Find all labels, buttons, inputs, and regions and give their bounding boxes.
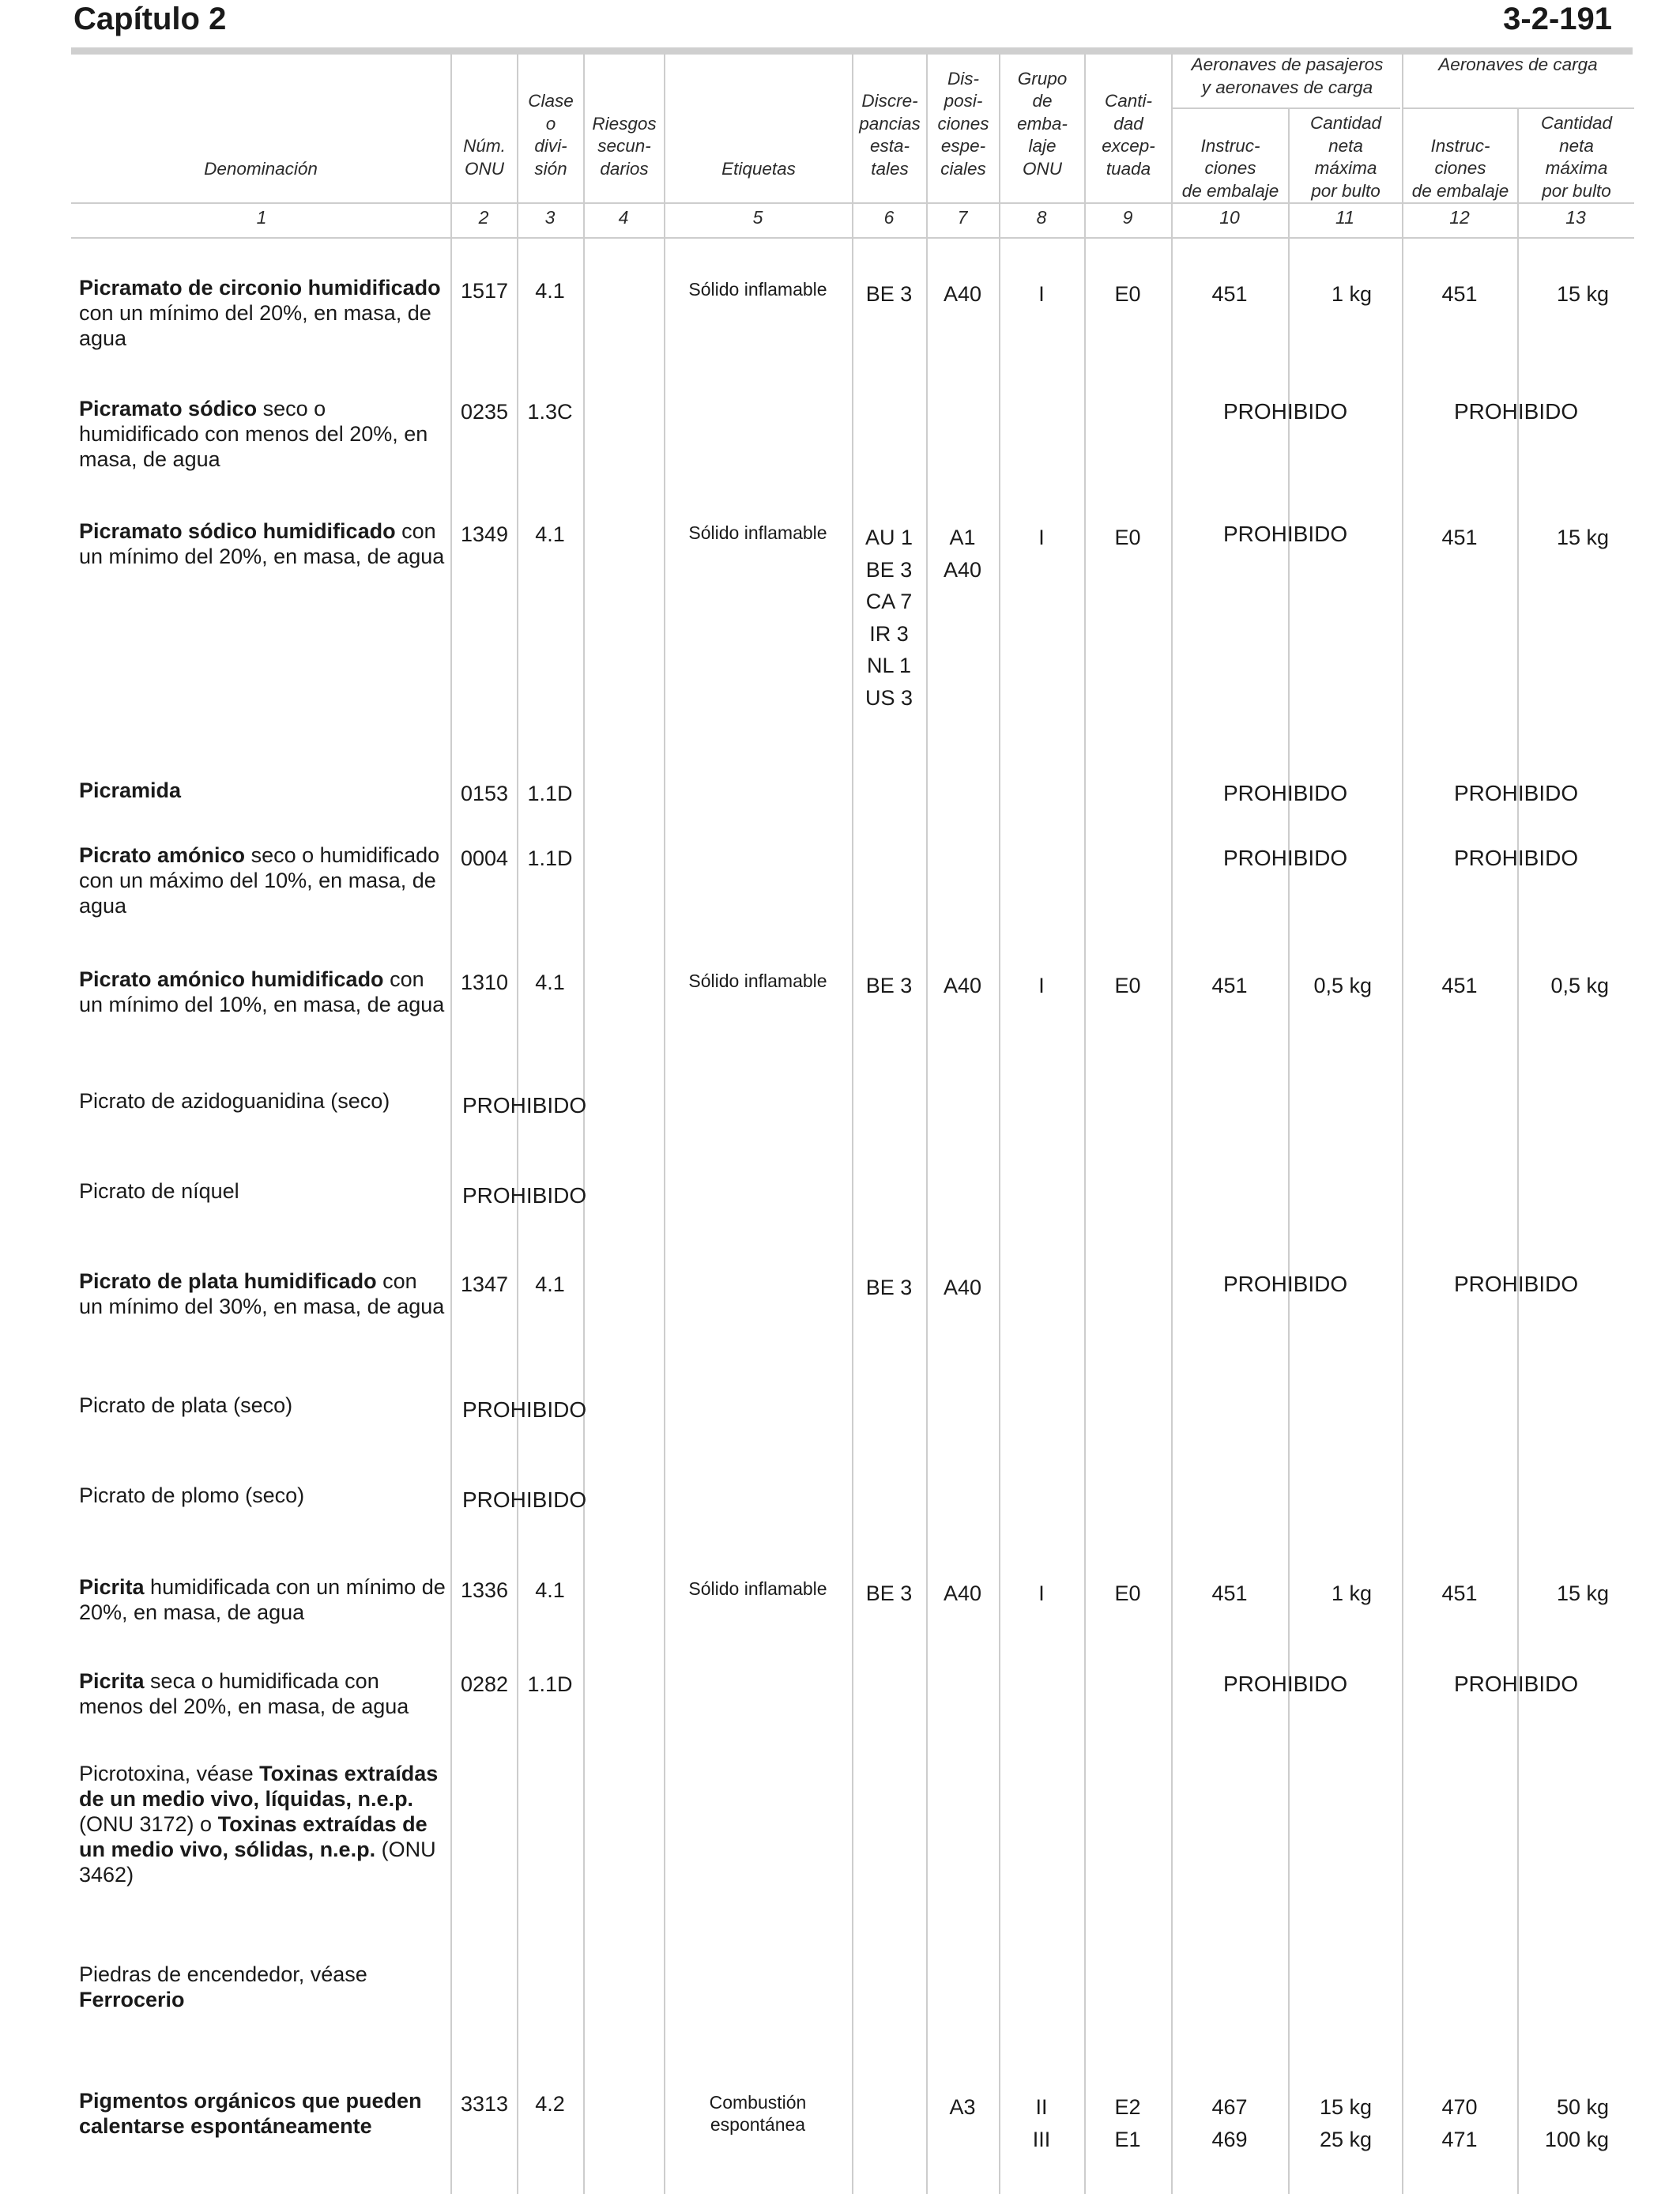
col-header-cantidad-exceptuada: Canti- dad excep- tuada — [1102, 91, 1155, 179]
col-header-pax-cantidad: Cantidad neta máxima por bulto — [1309, 113, 1382, 201]
cell-pax-qty: 1 kg — [1331, 1581, 1372, 1605]
col-header-clase: Clase o divi- sión — [528, 91, 574, 179]
col-header-cargo-instrucciones: Instruc- ciones de embalaje — [1411, 135, 1509, 201]
cell-grupo: II III — [1032, 2095, 1051, 2151]
cell-exceptuada: E0 — [1114, 526, 1141, 549]
column-number: 5 — [752, 207, 763, 228]
row-denominacion: Picrotoxina, véase Toxinas extraídas de un medio vivo, líquidas, n.e.p. (ONU 3172) o Toxinas extraídas de un medio vivo, sólidas, n.e.p. (ONU 3462) — [79, 1762, 439, 1887]
cell-etiquetas: Sólido inflamable — [688, 971, 827, 991]
col-header-etiquetas: Etiquetas — [721, 158, 796, 179]
cell-cargo-qty: 0,5 kg — [1550, 974, 1609, 997]
column-divider — [1084, 54, 1086, 2194]
row-denominacion: Picramida — [79, 778, 182, 802]
row-divider — [1171, 107, 1400, 109]
prohibido-text: PROHIBIDO — [1454, 846, 1579, 870]
prohibido-text: PROHIBIDO — [1223, 399, 1348, 424]
prohibido-text: PROHIBIDO — [1223, 1672, 1348, 1696]
column-divider — [999, 54, 1000, 2194]
cell-disposiciones: A40 — [943, 282, 982, 306]
row-denominacion: Picramato sódico seco o humidificado con menos del 20%, en masa, de agua — [79, 397, 428, 471]
prohibido-text: PROHIBIDO — [1223, 781, 1348, 805]
cell-disposiciones: A1 A40 — [943, 526, 982, 582]
cell-clase: 4.1 — [535, 971, 565, 994]
col-header-disposiciones: Dis- posi- ciones espe- ciales — [937, 68, 989, 179]
cell-disposiciones: A40 — [943, 974, 982, 997]
prohibido-text: PROHIBIDO — [1454, 1672, 1579, 1696]
cell-onu: 3313 — [460, 2092, 509, 2116]
cell-discrepancias: BE 3 — [865, 1276, 913, 1299]
cell-exceptuada: E2 E1 — [1114, 2095, 1141, 2151]
cell-exceptuada: E0 — [1114, 1581, 1141, 1605]
column-divider — [926, 54, 928, 2194]
cell-discrepancias: AU 1 BE 3 CA 7 IR 3 NL 1 US 3 — [864, 526, 913, 710]
cell-discrepancias: BE 3 — [865, 1581, 913, 1605]
row-denominacion: Picrato de níquel — [79, 1179, 239, 1203]
cell-pax-instr: 467 469 — [1211, 2095, 1248, 2151]
cell-cargo-instr: 470 471 — [1441, 2095, 1478, 2151]
cell-cargo-qty: 50 kg 100 kg — [1544, 2095, 1609, 2151]
cell-grupo: I — [1038, 282, 1045, 306]
prohibido-text: PROHIBIDO — [462, 1093, 587, 1118]
col-group-carga: Aeronaves de carga — [1438, 55, 1598, 74]
row-denominacion: Picramato de circonio humidificado con un mínimo del 20%, en masa, de agua — [79, 276, 441, 350]
col-header-denominacion: Denominación — [204, 158, 318, 179]
row-denominacion: Picrato de plomo (seco) — [79, 1483, 305, 1507]
cell-cargo-qty: 15 kg — [1556, 1581, 1609, 1605]
prohibido-text: PROHIBIDO — [1223, 522, 1348, 546]
column-number: 11 — [1335, 207, 1354, 228]
row-divider — [71, 237, 1634, 239]
cell-discrepancias: BE 3 — [865, 282, 913, 306]
column-divider — [664, 54, 665, 2194]
cell-grupo: I — [1038, 526, 1045, 549]
column-number: 10 — [1219, 207, 1240, 228]
prohibido-text: PROHIBIDO — [1454, 399, 1579, 424]
column-divider — [1402, 54, 1403, 2194]
cell-disposiciones: A3 — [949, 2095, 976, 2119]
column-number: 7 — [957, 207, 968, 228]
cell-clase: 4.1 — [535, 522, 565, 546]
cell-cargo-instr: 451 — [1441, 974, 1478, 997]
prohibido-text: PROHIBIDO — [462, 1397, 587, 1422]
row-denominacion: Picrita seca o humidificada con menos del 20%, en masa, de agua — [79, 1669, 409, 1718]
row-denominacion: Piedras de encendedor, véase Ferrocerio — [79, 1962, 367, 2011]
cell-cargo-qty: 15 kg — [1556, 526, 1609, 549]
cell-onu: 1349 — [460, 522, 509, 546]
col-header-cargo-cantidad: Cantidad neta máxima por bulto — [1540, 113, 1613, 201]
column-number: 12 — [1449, 207, 1470, 228]
prohibido-text: PROHIBIDO — [1454, 781, 1579, 805]
cell-onu: 1347 — [460, 1272, 509, 1296]
cell-pax-qty: 1 kg — [1331, 282, 1372, 306]
cell-onu: 0153 — [460, 782, 509, 805]
cell-pax-instr: 451 — [1211, 282, 1248, 306]
cell-clase: 4.1 — [535, 1578, 565, 1602]
cell-clase: 1.1D — [527, 1672, 573, 1696]
cell-cargo-instr: 451 — [1441, 282, 1478, 306]
column-number: 2 — [478, 207, 489, 228]
column-divider — [450, 54, 452, 2194]
prohibido-text: PROHIBIDO — [1223, 846, 1348, 870]
row-denominacion: Picrato de plata humidificado con un mínimo del 30%, en masa, de agua — [79, 1269, 445, 1318]
prohibido-text: PROHIBIDO — [1223, 1272, 1348, 1296]
column-divider — [517, 54, 518, 2194]
cell-disposiciones: A40 — [943, 1581, 982, 1605]
cell-pax-instr: 451 — [1211, 974, 1248, 997]
column-divider — [583, 54, 585, 2194]
cell-clase: 4.1 — [535, 1272, 565, 1296]
cell-onu: 0004 — [460, 846, 509, 870]
cell-cargo-instr: 451 — [1441, 1581, 1478, 1605]
cell-discrepancias: BE 3 — [865, 974, 913, 997]
prohibido-text: PROHIBIDO — [1454, 1272, 1579, 1296]
cell-onu: 0282 — [460, 1672, 509, 1696]
cell-etiquetas: Sólido inflamable — [688, 279, 827, 300]
column-number: 3 — [544, 207, 556, 228]
cell-grupo: I — [1038, 974, 1045, 997]
cell-grupo: I — [1038, 1581, 1045, 1605]
column-number: 6 — [883, 207, 895, 228]
cell-etiquetas: Sólido inflamable — [688, 1578, 827, 1599]
column-number: 8 — [1036, 207, 1047, 228]
cell-onu: 1336 — [460, 1578, 509, 1602]
cell-clase: 1.1D — [527, 782, 573, 805]
cell-cargo-instr: 451 — [1441, 526, 1478, 549]
row-denominacion: Picramato sódico humidificado con un mínimo del 20%, en masa, de agua — [79, 519, 445, 568]
cell-clase: 1.3C — [527, 400, 573, 424]
col-header-riesgos: Riesgos secun- darios — [592, 113, 657, 179]
row-divider — [1402, 107, 1634, 109]
col-header-num-onu: Núm. ONU — [463, 136, 506, 179]
row-denominacion: Picrato de plata (seco) — [79, 1393, 293, 1417]
column-number: 13 — [1565, 207, 1586, 228]
col-header-grupo: Grupo de emba- laje ONU — [1017, 68, 1068, 179]
cell-exceptuada: E0 — [1114, 282, 1141, 306]
cell-onu: 0235 — [460, 400, 509, 424]
row-denominacion: Picrita humidificada con un mínimo de 20%, en masa, de agua — [79, 1575, 446, 1624]
column-divider — [1171, 54, 1173, 2194]
prohibido-text: PROHIBIDO — [462, 1487, 587, 1512]
cell-pax-qty: 15 kg 25 kg — [1319, 2095, 1372, 2151]
cell-onu: 1517 — [460, 279, 509, 303]
column-number: 4 — [618, 207, 629, 228]
col-header-pax-instrucciones: Instruc- ciones de embalaje — [1181, 135, 1279, 201]
prohibido-text: PROHIBIDO — [462, 1183, 587, 1208]
cell-etiquetas: Combustión espontánea — [709, 2092, 807, 2135]
cell-cargo-qty: 15 kg — [1556, 282, 1609, 306]
col-header-discrepancias: Discre- pancias esta- tales — [859, 91, 921, 179]
row-denominacion: Picrato amónico humidificado con un mínimo del 10%, en masa, de agua — [79, 967, 445, 1016]
cell-onu: 1310 — [460, 971, 509, 994]
cell-disposiciones: A40 — [943, 1276, 982, 1299]
row-denominacion: Picrato de azidoguanidina (seco) — [79, 1089, 390, 1113]
row-denominacion: Picrato amónico seco o humidificado con un máximo del 10%, en masa, de agua — [79, 843, 440, 918]
column-number: 1 — [256, 207, 267, 228]
chapter-title: Capítulo 2 — [73, 2, 227, 36]
cell-clase: 1.1D — [527, 846, 573, 870]
row-divider — [71, 202, 1634, 204]
cell-clase: 4.2 — [535, 2092, 565, 2116]
col-group-pasajeros: Aeronaves de pasajeros y aeronaves de carga — [1191, 55, 1384, 97]
cell-pax-instr: 451 — [1211, 1581, 1248, 1605]
cell-etiquetas: Sólido inflamable — [688, 522, 827, 543]
cell-pax-qty: 0,5 kg — [1313, 974, 1372, 997]
cell-exceptuada: E0 — [1114, 974, 1141, 997]
page-number: 3-2-191 — [1503, 2, 1612, 36]
column-number: 9 — [1122, 207, 1133, 228]
row-denominacion: Pigmentos orgánicos que pueden calentarse espontáneamente — [79, 2089, 422, 2138]
column-divider — [852, 54, 853, 2194]
cell-clase: 4.1 — [535, 279, 565, 303]
